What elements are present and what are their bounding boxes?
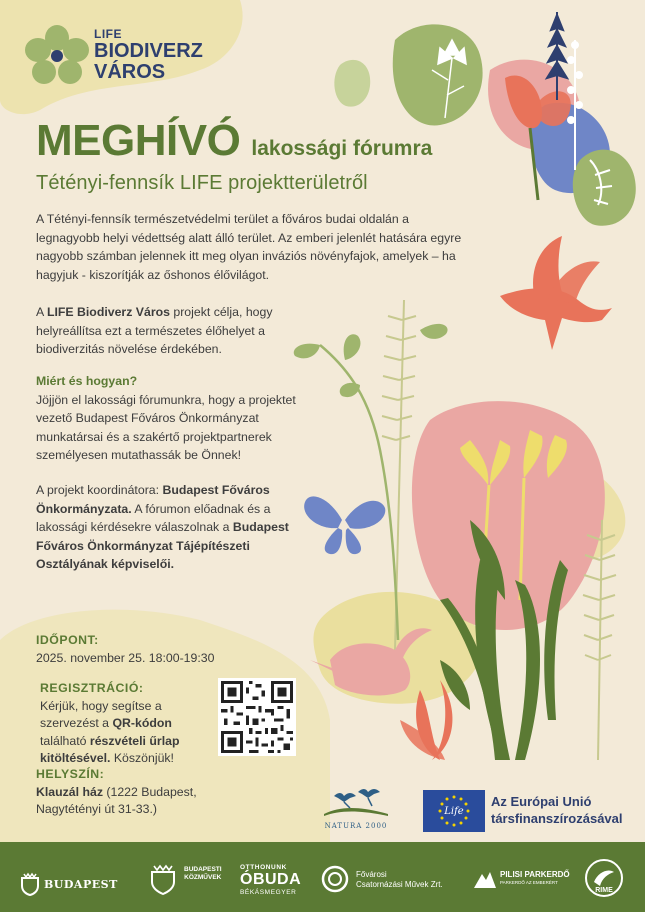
title-row	[36, 116, 432, 166]
coord-bold-1: Budapest Főváros Önkormányzata.	[36, 483, 270, 516]
kozmuvek-label	[184, 866, 222, 882]
budapest-crest-icon	[18, 872, 42, 896]
location-text	[36, 784, 236, 819]
obuda-bottom: BÉKÁSMEGYER	[240, 889, 297, 896]
blob-sage-top	[393, 24, 483, 125]
budapest-label: BUDAPEST	[44, 878, 118, 891]
location-address: (1222 Budapest, Nagytétényi út 31-33.)	[36, 784, 197, 816]
location-label: HELYSZÍN:	[36, 767, 105, 781]
reg-qr: QR-kódon	[112, 716, 172, 730]
eu-flag-icon	[423, 790, 485, 832]
natura-birds-icon	[320, 784, 392, 822]
reg-text-1: Kérjük, hogy segítse a szervezést a	[40, 698, 162, 730]
registration-block	[40, 680, 220, 768]
rime-emblem-icon	[582, 856, 626, 900]
location-venue: Klauzál ház	[36, 784, 103, 799]
fcsm-line-2: Csatornázási Művek Zrt.	[356, 880, 443, 889]
pilis-sublabel: PARKERDŐ AZ EMBERÉRT	[500, 880, 558, 885]
date-block	[36, 632, 214, 667]
intro-paragraph: A Tétényi-fennsík természetvédelmi terület a főváros budai oldalán a legnagyobb helyi védettség alatt álló terület. Az emberi jelenlét hatására egyre nagyobb számban jelennek itt meg olyan inváziós növényfajok, amelyek – ha hagyjuk - kiszorítják az őshonos élővilágot.	[36, 212, 462, 282]
date-value: 2025. november 25. 18:00-19:30	[36, 650, 215, 665]
fcsm-line-1: Fővárosi	[356, 870, 387, 879]
goal-post: projekt célja, hogy helyreállítsa ezt a természetes élőhelyet a biodiverzitás növelése érdekében.	[36, 305, 273, 356]
bird-illustration	[500, 236, 612, 350]
natura-label: NATURA 2000	[324, 822, 388, 830]
eu-line-1: Az Európai Unió	[491, 794, 592, 809]
coordinator-paragraph	[36, 481, 296, 574]
why-how-paragraph	[36, 372, 306, 465]
why-how-heading: Miért és hogyan?	[36, 374, 138, 388]
title-subtext: lakossági fórumra	[251, 137, 433, 160]
pilis-label: PILISI PARKERDŐ	[500, 870, 570, 879]
fcsm-label	[356, 870, 443, 890]
natura-2000-logo	[320, 784, 392, 834]
why-how-text: Jöjjön el lakossági fórumunkra, hogy a projektet vezető Budapest Főváros Önkormányzat munkatársai és a szakértő projektpartnerek személyesen mutathassák be Önnek!	[36, 392, 296, 462]
registration-text	[40, 698, 220, 768]
fcsm-emblem-icon	[320, 864, 350, 894]
logo-life: LIFE	[94, 27, 122, 41]
location-block	[36, 766, 236, 819]
kozmuvek-line-1: BUDAPESTI	[184, 866, 222, 873]
flower-logo-icon	[24, 24, 90, 88]
partner-footer	[0, 842, 645, 912]
reg-text-3: Köszönjük!	[110, 751, 174, 765]
reg-form: részvételi űrlap kitöltésével.	[40, 733, 180, 765]
eu-text	[491, 793, 623, 827]
rime-label: RIME	[595, 887, 613, 894]
logo-biodiverz: BIODIVERZ	[94, 39, 203, 62]
obuda-top: OTTHONUNK	[240, 864, 287, 871]
kozmuvek-line-2: KÖZMŰVEK	[184, 874, 222, 881]
coord-mid: A fórumon előadnak és a lakossági kérdésekre válaszolnak a	[36, 501, 271, 534]
logo-varos: VÁROS	[94, 60, 166, 83]
reg-text-2: található	[40, 733, 90, 748]
coord-bold-2: Budapest Főváros Önkormányzat Tájépítészeti Osztályának képviselői.	[36, 520, 289, 571]
coord-pre: A projekt koordinátora:	[36, 483, 163, 497]
eu-life-label: Life	[444, 806, 464, 817]
life-biodiverz-logo	[24, 24, 214, 94]
eu-line-2: társfinanszírozásával	[491, 811, 623, 826]
kozmuvek-crest-icon	[146, 862, 180, 896]
blob-sage-small	[334, 60, 370, 107]
obuda-label: ÓBUDA	[240, 871, 302, 888]
page-title: MEGHÍVÓ	[36, 116, 241, 165]
pilis-mountain-icon	[472, 866, 498, 892]
registration-label: REGISZTRÁCIÓ:	[40, 681, 144, 695]
goal-pre: A	[36, 305, 47, 319]
eu-funding-logo	[423, 790, 633, 832]
goal-project-name: LIFE Biodiverz Város	[46, 305, 170, 319]
butterfly-illustration	[304, 496, 385, 554]
date-label: IDŐPONT:	[36, 633, 99, 647]
project-goal-paragraph	[36, 303, 296, 359]
page-subtitle: Tétényi-fennsík LIFE projektterületről	[36, 172, 368, 194]
registration-qr-code[interactable]	[218, 678, 296, 756]
blob-pink-large	[412, 401, 605, 630]
